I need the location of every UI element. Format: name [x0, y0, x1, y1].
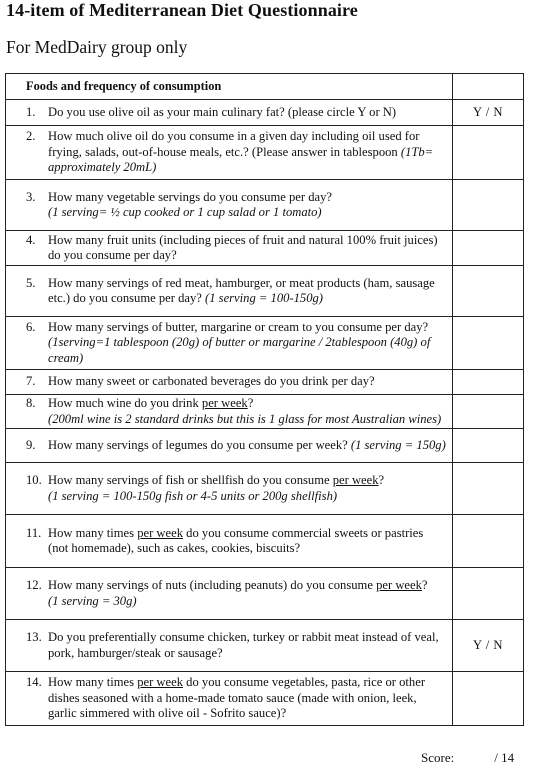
question-text: [48, 374, 446, 389]
text-run: How many servings of legumes do you consume per week?: [48, 437, 351, 452]
italic-note: (1serving=1 tablespoon (20g) of butter or margarine / 2tablespoon (40g) of cream): [48, 335, 431, 365]
question-text: [48, 396, 446, 427]
answer-cell[interactable]: [453, 317, 524, 370]
italic-note: (1 serving= ½ cup cooked or 1 cup salad or 1 tomato): [48, 205, 322, 219]
answer-cell[interactable]: [453, 672, 524, 726]
text-run: How many fruit units (including pieces of fruit and natural 100% fruit juices) do you consume per day?: [48, 232, 438, 262]
question-text: [48, 190, 446, 221]
text-run: ?: [247, 396, 254, 411]
answer-cell[interactable]: [453, 180, 524, 231]
text-run: How many sweet or carbonated beverages do you drink per day?: [48, 374, 375, 389]
text-run: How many vegetable servings do you consume per day?: [48, 189, 332, 204]
question-number: 14.: [26, 675, 42, 690]
text-run: How many times: [48, 525, 138, 540]
questionnaire-title: 14-item of Mediterranean Diet Questionnaire: [6, 0, 358, 20]
answer-cell[interactable]: [453, 568, 524, 620]
question-row: [6, 620, 524, 672]
question-row: [6, 317, 524, 370]
question-row: [6, 395, 524, 429]
text-run: How many servings of fish or shellfish do you consume: [48, 473, 333, 488]
question-number: 5.: [26, 275, 36, 290]
answer-cell[interactable]: [453, 463, 524, 515]
question-number: 3.: [26, 189, 36, 204]
question-row: [6, 266, 524, 317]
answer-cell[interactable]: Y / N: [453, 620, 524, 672]
question-text: [48, 473, 446, 504]
text-run: do you consume commercial sweets or pastries (not homemade), such as cakes, cookies, biscuits?: [48, 525, 424, 555]
underlined-text: per week: [137, 675, 184, 690]
question-number: 9.: [26, 437, 36, 452]
question-text: [48, 630, 446, 661]
question-text: [48, 578, 446, 609]
question-number: 8.: [26, 396, 36, 411]
score-label: Score:: [421, 750, 455, 765]
question-number: 10.: [26, 473, 42, 488]
answer-cell[interactable]: [453, 74, 524, 100]
text-run: How many times: [48, 675, 138, 690]
question-text: [48, 438, 446, 453]
question-text: [48, 105, 446, 120]
question-number: 7.: [26, 374, 36, 389]
text-run: Do you use olive oil as your main culinary fat? (please circle Y or N): [48, 104, 397, 119]
question-row: [6, 515, 524, 568]
question-number: 6.: [26, 319, 36, 334]
answer-cell[interactable]: [453, 515, 524, 568]
question-text: [48, 276, 446, 307]
score-line: [421, 750, 514, 766]
underlined-text: per week: [376, 578, 422, 593]
question-text: [48, 233, 446, 264]
italic-note: (1 serving = 30g): [48, 593, 137, 608]
italic-note: (1 serving = 100-150g): [205, 291, 324, 305]
italic-note: (1Tb= approximately 20mL): [48, 144, 434, 175]
question-text: [48, 526, 446, 557]
question-row: [6, 180, 524, 231]
answer-cell[interactable]: Y / N: [453, 100, 524, 126]
question-number: 1.: [26, 104, 36, 119]
question-row: [6, 100, 524, 126]
text-run: How much wine do you drink: [48, 396, 202, 411]
question-row: [6, 672, 524, 726]
question-number: 4.: [26, 232, 36, 247]
table-header-row: [6, 74, 524, 100]
question-number: 12.: [26, 578, 42, 593]
text-run: ?: [421, 578, 428, 593]
underlined-text: per week: [137, 525, 184, 540]
answer-cell[interactable]: [453, 395, 524, 429]
question-row: [6, 429, 524, 463]
question-text: [48, 675, 446, 721]
answer-cell[interactable]: [453, 370, 524, 395]
answer-cell[interactable]: [453, 429, 524, 463]
text-run: How many servings of red meat, hamburger, or meat products (ham, sausage etc.) do you consume per day?: [48, 275, 435, 305]
text-run: How many servings of butter, margarine or cream to you consume per day?: [48, 319, 429, 334]
questionnaire-table: [5, 73, 524, 726]
question-row: [6, 126, 524, 180]
question-text: [48, 129, 446, 175]
text-run: How many servings of nuts (including peanuts) do you consume: [48, 578, 377, 593]
answer-cell[interactable]: [453, 231, 524, 266]
question-row: [6, 370, 524, 395]
question-row: [6, 463, 524, 515]
question-number: 13.: [26, 630, 42, 645]
answer-cell[interactable]: [453, 266, 524, 317]
underlined-text: per week: [332, 473, 379, 488]
answer-cell[interactable]: [453, 126, 524, 180]
italic-note: (1 serving = 150g): [350, 437, 446, 452]
score-total: / 14: [494, 750, 515, 765]
table-header: Foods and frequency of consumption: [6, 74, 453, 100]
question-number: 2.: [26, 129, 36, 144]
underlined-text: per week: [201, 396, 248, 411]
question-number: 11.: [26, 525, 42, 540]
question-row: [6, 568, 524, 620]
italic-note: (200ml wine is 2 standard drinks but this is 1 glass for most Australian wines): [48, 411, 442, 426]
text-run: Do you preferentially consume chicken, turkey or rabbit meat instead of veal, pork, hamburger/steak or sausage?: [48, 630, 439, 660]
question-row: [6, 231, 524, 266]
text-run: How much olive oil do you consume in a given day including oil used for frying, salads, out-of-house meals, etc.? (Please answer in tablespoon: [48, 129, 420, 159]
text-run: do you consume vegetables, pasta, rice or other dishes seasoned with a home-made tomato sauce (made with onion, leek, garlic simmered with olive oil - Sofrito sauce)?: [48, 675, 426, 721]
question-text: [48, 320, 446, 366]
italic-note: (1 serving = 100-150g fish or 4-5 units or 200g shellfish): [48, 488, 338, 503]
group-subtitle: For MedDairy group only: [6, 37, 188, 57]
text-run: ?: [378, 473, 385, 488]
